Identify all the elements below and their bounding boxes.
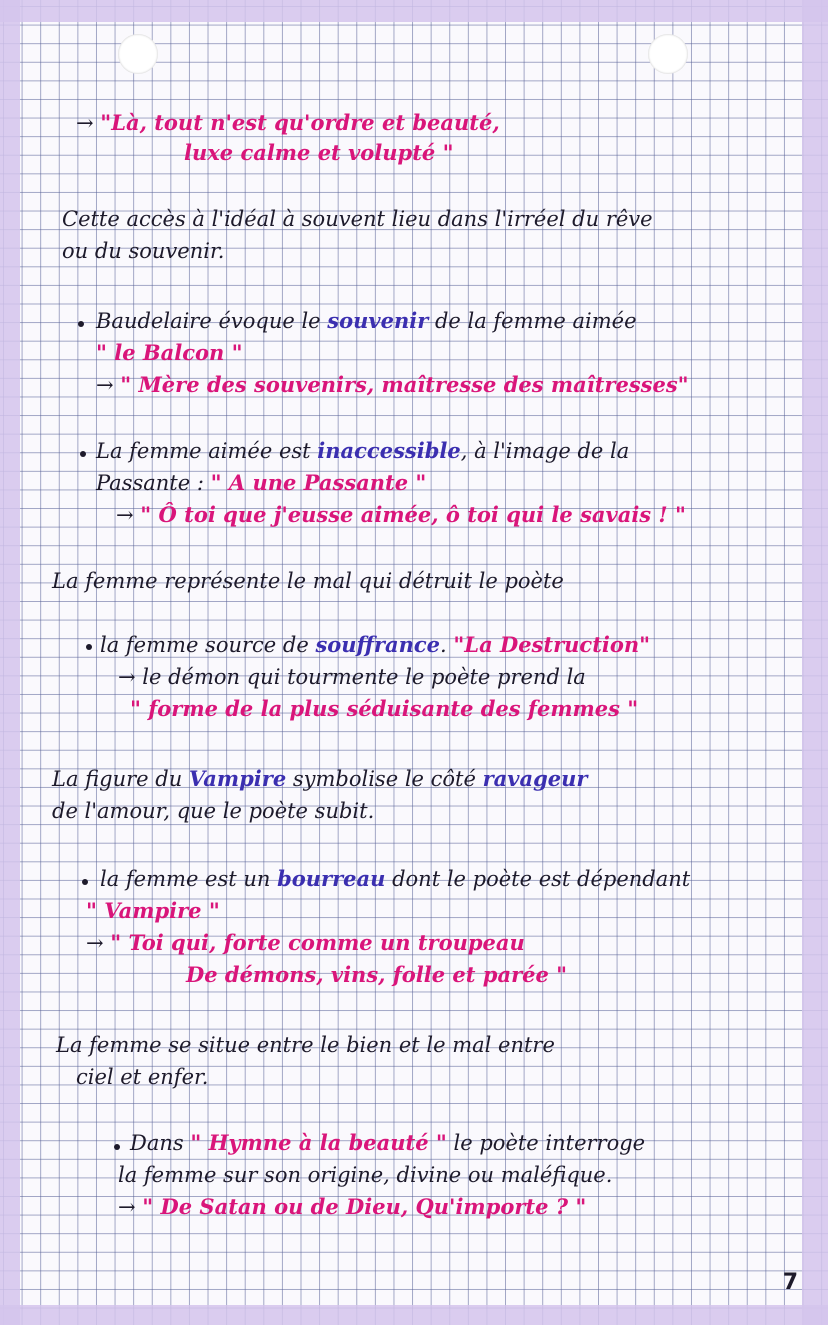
- line-3: [62, 206, 653, 232]
- line-7: [96, 372, 689, 398]
- keyword-text: Vampire: [188, 766, 287, 791]
- line-24: [118, 1162, 612, 1188]
- line-8: [96, 438, 629, 464]
- note-text: dont le poète est dépendant: [385, 867, 691, 891]
- line-19: [86, 930, 525, 956]
- note-text: la femme sur son origine, divine ou maléfique.: [118, 1163, 613, 1187]
- note-text: .: [440, 633, 454, 657]
- bullet: [80, 451, 86, 457]
- note-text: Baudelaire évoque le: [96, 309, 328, 333]
- punch-hole-right: [648, 34, 688, 74]
- note-text: le démon qui tourmente le poète prend la: [142, 665, 586, 689]
- quote-text: " Ô toi que j'eusse aimée, ô toi qui le savais ! ": [140, 502, 686, 527]
- bullet: [82, 879, 88, 885]
- note-text: de la femme aimée: [428, 309, 637, 333]
- paper-edge-right: [802, 0, 828, 1325]
- page-number: 7: [782, 1270, 798, 1295]
- arrow-icon: →: [118, 1195, 143, 1219]
- arrow-icon: →: [96, 373, 121, 397]
- line-6: [96, 340, 243, 366]
- line-17: [100, 866, 690, 892]
- line-2: [184, 140, 454, 166]
- bullet: [114, 1144, 120, 1150]
- line-15: [52, 766, 587, 792]
- line-11: [52, 568, 564, 594]
- quote-text: De démons, vins, folle et parée ": [186, 962, 568, 987]
- line-13: [118, 664, 586, 690]
- bullet: [78, 321, 84, 327]
- note-text: ciel et enfer.: [76, 1065, 209, 1089]
- quote-text: "La Destruction": [453, 632, 651, 657]
- line-10: [116, 502, 686, 528]
- note-text: le poète interroge: [446, 1131, 646, 1155]
- line-22: [76, 1064, 208, 1090]
- keyword-text: souvenir: [327, 308, 429, 333]
- line-14: [130, 696, 638, 722]
- keyword-text: inaccessible: [317, 438, 461, 463]
- arrow-icon: →: [116, 503, 141, 527]
- note-text: la femme source de: [100, 633, 316, 657]
- arrow-icon: →: [118, 665, 143, 689]
- note-text: La femme se situe entre le bien et le mal entre: [56, 1033, 555, 1057]
- note-text: Passante :: [96, 471, 211, 495]
- arrow-icon: →: [76, 111, 101, 135]
- paper-edge-top: [0, 0, 828, 22]
- quote-text: "Là, tout n'est qu'ordre et beauté,: [100, 110, 500, 135]
- note-text: La figure du: [52, 767, 189, 791]
- note-text: la femme est un: [100, 867, 278, 891]
- quote-text: " A une Passante ": [210, 470, 427, 495]
- quote-text: " Hymne à la beauté ": [190, 1130, 447, 1155]
- line-12: [100, 632, 650, 658]
- note-text: La femme aimée est: [96, 439, 318, 463]
- line-4: [62, 238, 224, 264]
- keyword-text: bourreau: [277, 866, 386, 891]
- quote-text: " Vampire ": [86, 898, 220, 923]
- note-text: ou du souvenir.: [62, 239, 225, 263]
- note-text: symbolise le côté: [286, 767, 483, 791]
- quote-text: " Mère des souvenirs, maîtresse des maîtresses": [120, 372, 689, 397]
- keyword-text: ravageur: [482, 766, 588, 791]
- paper-edge-bottom: [0, 1305, 828, 1325]
- quote-text: " Toi qui, forte comme un troupeau: [110, 930, 525, 955]
- punch-hole-left: [118, 34, 158, 74]
- quote-text: " De Satan ou de Dieu, Qu'importe ? ": [142, 1194, 587, 1219]
- paper-edge-left: [0, 0, 20, 1325]
- line-20: [186, 962, 567, 988]
- line-21: [56, 1032, 555, 1058]
- line-25: [118, 1194, 586, 1220]
- note-text: La femme représente le mal qui détruit le poète: [52, 569, 564, 593]
- note-text: Dans: [130, 1131, 191, 1155]
- quote-text: luxe calme et volupté ": [184, 140, 454, 165]
- bullet: [86, 644, 92, 650]
- quote-text: " le Balcon ": [96, 340, 243, 365]
- line-18: [86, 898, 220, 924]
- arrow-icon: →: [86, 931, 111, 955]
- line-23: [130, 1130, 645, 1156]
- line-9: [96, 470, 426, 496]
- note-text: de l'amour, que le poète subit.: [52, 799, 375, 823]
- line-5: [96, 308, 637, 334]
- note-text: , à l'image de la: [460, 439, 630, 463]
- line-1: [76, 110, 500, 136]
- keyword-text: souffrance: [315, 632, 440, 657]
- line-16: [52, 798, 374, 824]
- quote-text: " forme de la plus séduisante des femmes ": [130, 696, 639, 721]
- note-text: Cette accès à l'idéal à souvent lieu dans l'irréel du rêve: [62, 207, 653, 231]
